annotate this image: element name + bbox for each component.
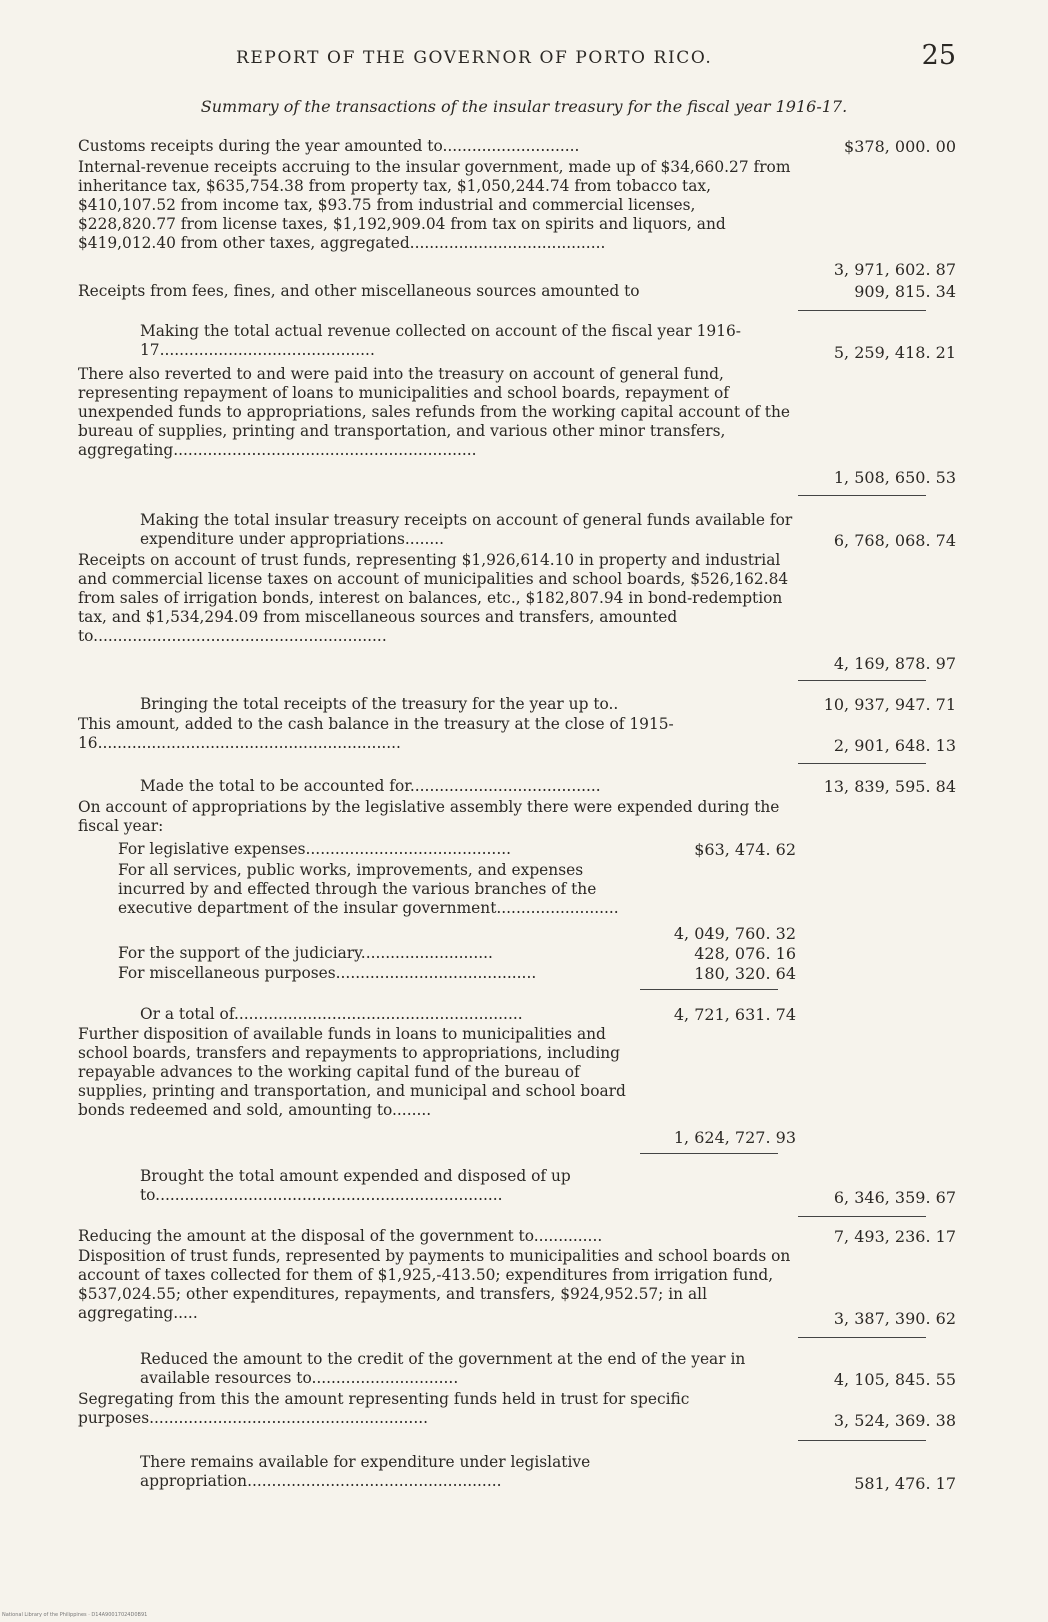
entry-text: For legislative expenses.......................................... — [118, 840, 511, 858]
entry-text: On account of appropriations by the legislative assembly there were expended during the fiscal year: — [78, 798, 780, 835]
entry-amount: 3, 387, 390. 62 — [833, 1309, 956, 1328]
entry-text: This amount, added to the cash balance in the treasury at the close of 1915-16.............................................................. — [78, 715, 674, 752]
entry-text: Internal-revenue receipts accruing to the insular government, made up of $34,660.27 from inheritance tax, $635,754.38 from property tax, $1,050,244.74 from tobacco tax, $410,107.52 from income tax, $93.75 from industrial and commercial licenses, $228,820.77 from license taxes, $1,192,909.04 from tax on spirits and liquors, and $419,012.40 from other taxes, aggregated........................................ — [78, 158, 791, 252]
entry-text: Brought the total amount expended and disposed of up to....................................................................... — [140, 1167, 571, 1204]
rule — [798, 763, 926, 764]
rule — [798, 1337, 926, 1338]
entry-text: There also reverted to and were paid into the treasury on account of general fund, representing repayment of loans to municipalities and school boards, repayment of unexpended funds to appropriations, sales refunds from the working capital account of the bureau of supplies, printing and transportation, and various other minor transfers, aggregating.............................................................. — [78, 365, 790, 459]
entry-text: Or a total of........................................................... — [140, 1005, 523, 1023]
entry-amount: 7, 493, 236. 17 — [833, 1227, 956, 1246]
entry-amount: 4, 721, 631. 74 — [673, 1005, 796, 1024]
entry-text: Making the total insular treasury receipts on account of general funds available for expenditure under appropriations........ — [140, 511, 793, 548]
entry-amount: 4, 105, 845. 55 — [833, 1370, 956, 1389]
entry-amount: $378, 000. 00 — [844, 137, 956, 156]
entry-text: Customs receipts during the year amounted to............................ — [78, 137, 580, 155]
entry-text: Making the total actual revenue collected on account of the fiscal year 1916-17............................................ — [140, 322, 742, 359]
rule — [798, 680, 926, 681]
entry-text: Made the total to be accounted for....................................... — [140, 777, 601, 795]
entry-amount: 1, 508, 650. 53 — [833, 468, 956, 487]
entry-text: Disposition of trust funds, represented by payments to municipalities and school boards on account of taxes collected for them of $1,925,-413.50; expenditures from irrigation fund, $537,024.55; other expenditures, repayments, and transfers, $924,952.57; in all aggregating..... — [78, 1247, 791, 1322]
entry-amount: 13, 839, 595. 84 — [823, 777, 956, 796]
page-header — [236, 40, 956, 80]
entry-amount: 3, 524, 369. 38 — [833, 1411, 956, 1430]
entry-text: For all services, public works, improvements, and expenses incurred by and effected through the various branches of the executive department of the insular government......................... — [118, 861, 619, 917]
entry-amount: 2, 901, 648. 13 — [833, 736, 956, 755]
rule — [798, 310, 926, 311]
entry-text: Bringing the total receipts of the treasury for the year up to.. — [140, 695, 619, 713]
entry-text: For miscellaneous purposes......................................... — [118, 964, 537, 982]
entry-amount: 909, 815. 34 — [854, 282, 956, 301]
entry-text: For the support of the judiciary........................... — [118, 944, 493, 962]
rule — [798, 1216, 926, 1217]
rule — [640, 989, 778, 990]
entry-amount: $63, 474. 62 — [694, 840, 796, 859]
entry-amount: 581, 476. 17 — [854, 1474, 956, 1493]
entry-amount: 428, 076. 16 — [694, 944, 796, 963]
entry-amount: 5, 259, 418. 21 — [833, 343, 956, 362]
entry-amount: 6, 346, 359. 67 — [833, 1188, 956, 1207]
footer-watermark: National Library of the Philippines · D14A90017024D0B91 — [2, 1612, 148, 1618]
entry-text: Receipts from fees, fines, and other miscellaneous sources amounted to — [78, 282, 640, 300]
rule — [798, 495, 926, 496]
entry-text: Reducing the amount at the disposal of the government to.............. — [78, 1227, 603, 1245]
entry-amount: 3, 971, 602. 87 — [833, 260, 956, 279]
entry-amount: 10, 937, 947. 71 — [823, 695, 956, 714]
entry-text: Reduced the amount to the credit of the government at the end of the year in available resources to.............................. — [140, 1350, 746, 1387]
entry-amount: 4, 169, 878. 97 — [833, 654, 956, 673]
entry-text: There remains available for expenditure under legislative appropriation.................................................... — [140, 1453, 591, 1490]
summary-title: Summary of the transactions of the insular treasury for the fiscal year 1916-17. — [200, 97, 848, 116]
rule — [798, 1440, 926, 1441]
header-title: REPORT OF THE GOVERNOR OF PORTO RICO. — [236, 48, 713, 68]
entry-text: Receipts on account of trust funds, representing $1,926,614.10 in property and industrial and commercial license taxes on account of municipalities and school boards, $526,162.84 from sales of irrigation bonds, interest on balances, etc., $182,807.94 in bond-redemption tax, and $1,534,294.09 from miscellaneous sources and transfers, amounted to............................................................ — [78, 551, 789, 645]
rule — [640, 1153, 778, 1154]
entry-amount: 1, 624, 727. 93 — [673, 1128, 796, 1147]
entry-amount: 180, 320. 64 — [694, 964, 796, 983]
entry-text: Further disposition of available funds in loans to municipalities and school boards, transfers and repayments to appropriations, including repayable advances to the working capital fund of the bureau of supplies, printing and transportation, and municipal and school board bonds redeemed and sold, amounting to........ — [78, 1025, 626, 1119]
entry-amount: 4, 049, 760. 32 — [673, 924, 796, 943]
entry-amount: 6, 768, 068. 74 — [833, 531, 956, 550]
entry-text: Segregating from this the amount representing funds held in trust for specific purposes......................................................... — [78, 1390, 690, 1427]
page-number: 25 — [921, 40, 956, 71]
